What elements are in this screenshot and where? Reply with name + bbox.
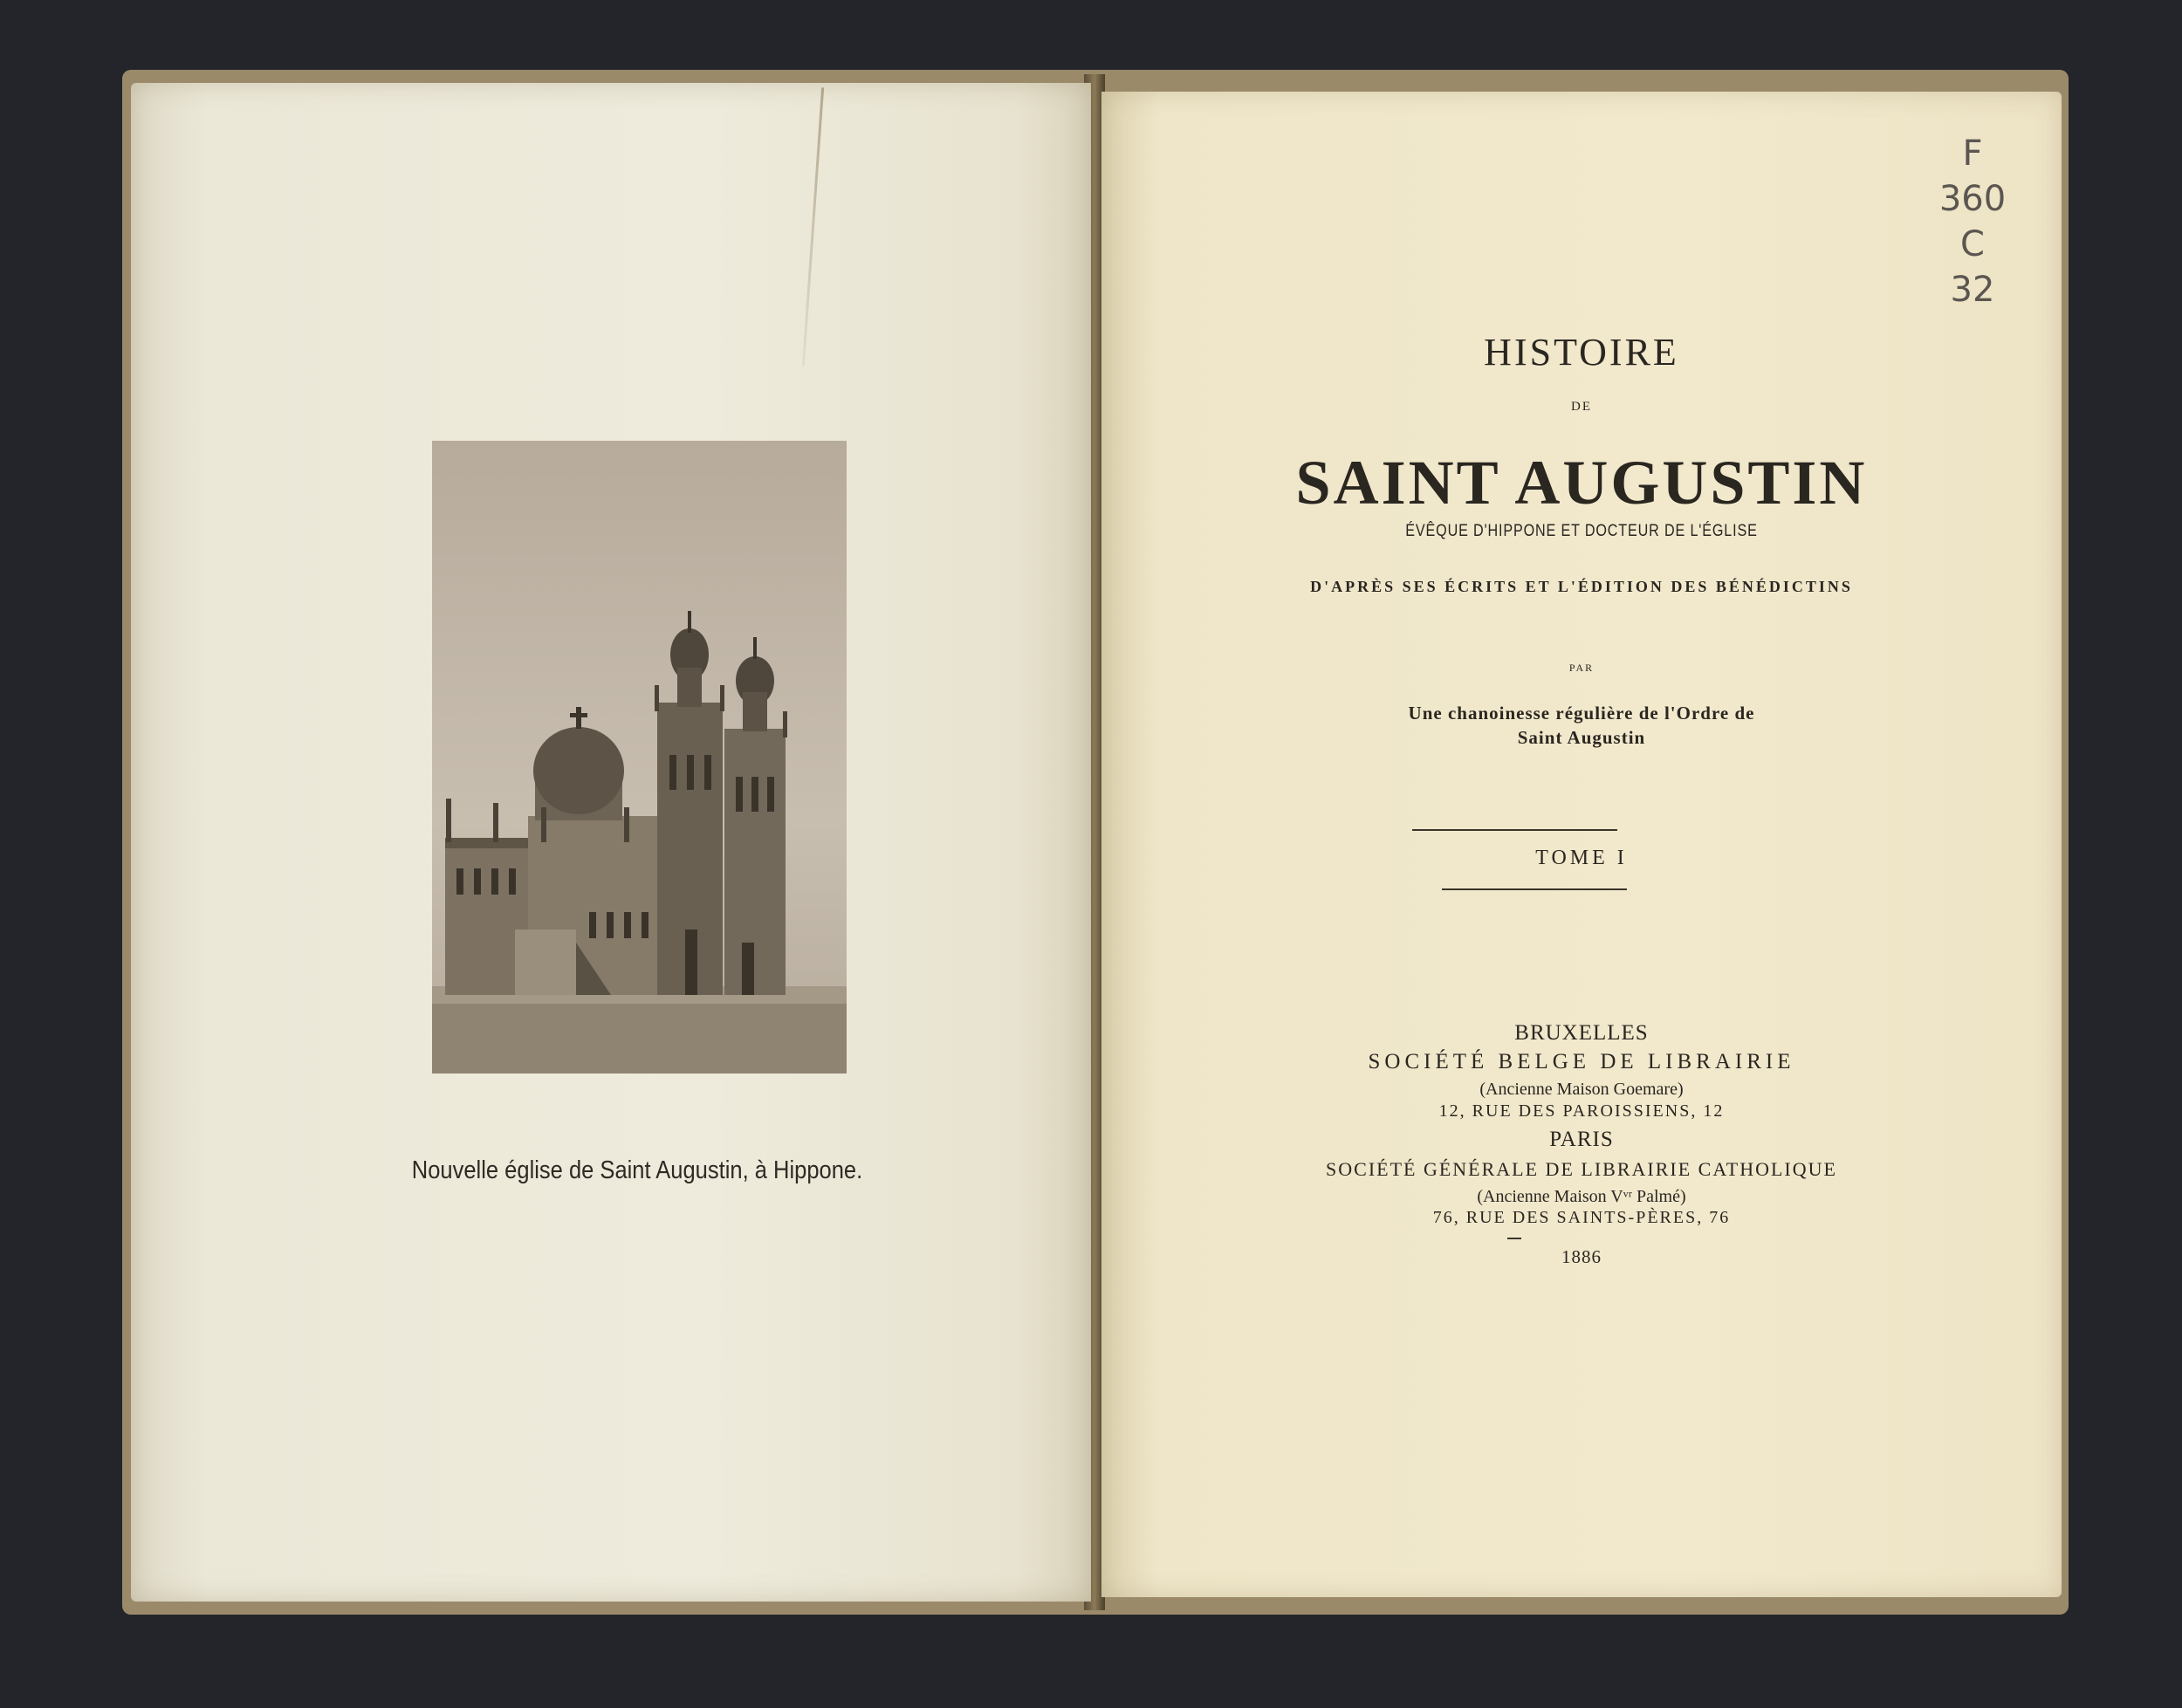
imprint-address-paris: 76, RUE DES SAINTS-PÈRES, 76 xyxy=(1432,1208,1731,1227)
church-illustration xyxy=(432,441,847,1074)
imprint-publisher-paris: SOCIÉTÉ GÉNÉRALE DE LIBRAIRIE CATHOLIQUE xyxy=(1326,1158,1837,1180)
par-label: PAR xyxy=(1568,662,1595,674)
plate-caption: Nouvelle église de Saint Augustin, à Hippone. xyxy=(411,1156,863,1184)
title-page xyxy=(1101,92,2062,1597)
shelfmark-line: 360 xyxy=(1938,179,2007,219)
imprint-city-brussels: BRUXELLES xyxy=(1514,1021,1649,1045)
subtitle-dapres: D'APRÈS SES ÉCRITS ET L'ÉDITION DES BÉNÉDICTINS xyxy=(1310,578,1853,595)
imprint-city-paris: PARIS xyxy=(1549,1128,1614,1151)
title-line-histoire: HISTOIRE xyxy=(1484,331,1679,374)
volume-label: TOME I xyxy=(1535,847,1628,869)
rule-bottom xyxy=(1442,888,1627,890)
imprint-year: 1886 xyxy=(1561,1246,1602,1267)
book-title: SAINT AUGUSTIN xyxy=(1295,448,1868,518)
handwritten-shelfmark xyxy=(1920,131,2025,312)
imprint-publisher-brussels: SOCIÉTÉ BELGE DE LIBRAIRIE xyxy=(1368,1050,1795,1074)
shelfmark-line: F xyxy=(1962,134,1983,174)
imprint-former-paris: (Ancienne Maison Vᵛʳ Palmé) xyxy=(1477,1187,1686,1206)
author-line-2: Saint Augustin xyxy=(1517,727,1646,748)
frontispiece-plate xyxy=(432,441,847,1074)
rule-top xyxy=(1412,829,1617,831)
title-line-de: DE xyxy=(1571,400,1592,414)
imprint-address-brussels: 12, RUE DES PAROISSIENS, 12 xyxy=(1438,1101,1725,1121)
author-line-1: Une chanoinesse régulière de l'Ordre de xyxy=(1408,703,1755,724)
year-dash xyxy=(1507,1238,1521,1239)
imprint-former-brussels: (Ancienne Maison Goemare) xyxy=(1479,1080,1684,1099)
subtitle-eveque: ÉVÊQUE D'HIPPONE ET DOCTEUR DE L'ÉGLISE xyxy=(1405,522,1758,540)
shelfmark-line: C xyxy=(1960,224,1985,264)
shelfmark-line: 32 xyxy=(1950,270,1995,310)
